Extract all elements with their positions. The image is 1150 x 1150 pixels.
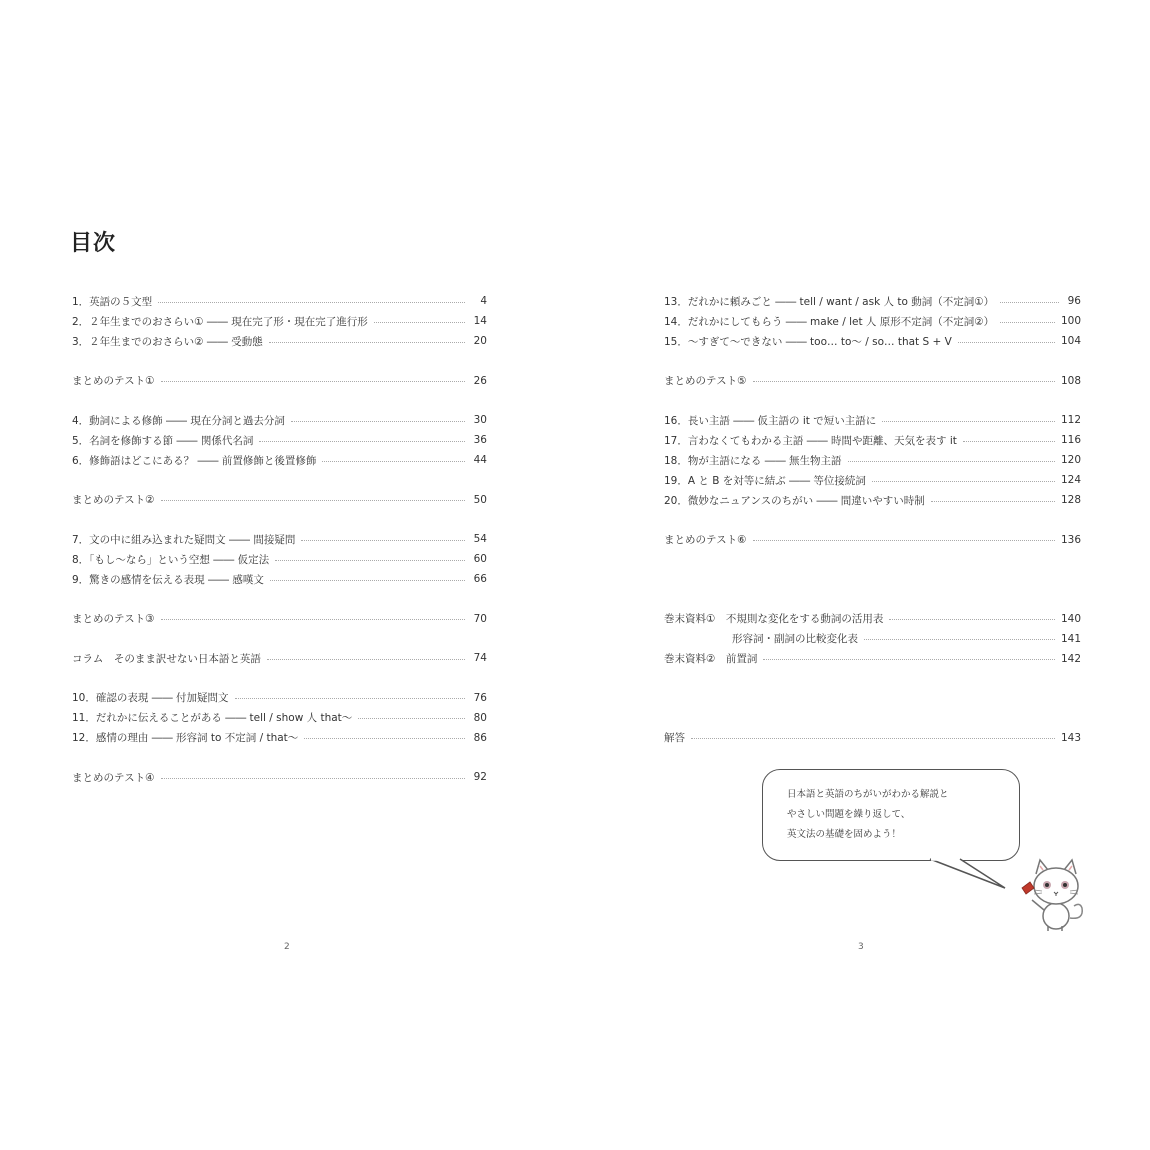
speech-bubble-line: 日本語と英語のちがいがわかる解説と <box>787 789 949 800</box>
toc-entry-page: 112 <box>1060 414 1081 426</box>
toc-entry-label: 形容詞・副詞の比較変化表 <box>732 633 858 645</box>
speech-bubble-tail <box>900 858 1020 892</box>
toc-entry-label: まとめのテスト⑥ <box>664 534 747 546</box>
leader-dots <box>270 580 465 581</box>
toc-entry-label: 6．修飾語はどこにある？ ―― 前置修飾と後置修飾 <box>72 454 317 467</box>
leader-dots <box>848 461 1055 462</box>
toc-entry-label: まとめのテスト① <box>72 375 155 387</box>
toc-entry[interactable] <box>72 569 487 589</box>
toc-entry[interactable] <box>72 609 487 629</box>
toc-entry-label: 8．「もし～なら」という空想 ―― 仮定法 <box>72 553 270 566</box>
toc-entry-page: 100 <box>1060 315 1081 327</box>
toc-entry[interactable] <box>72 410 487 430</box>
toc-entry-page: 140 <box>1060 612 1081 625</box>
leader-dots <box>889 619 1055 620</box>
toc-entry[interactable] <box>664 331 1081 351</box>
toc-entry-label: 4．動詞による修飾 ―― 現在分詞と過去分詞 <box>72 414 285 427</box>
leader-dots <box>763 659 1055 660</box>
leader-dots <box>753 540 1055 541</box>
page-number-right: 3 <box>858 942 864 952</box>
toc-entry-label: 11．だれかに伝えることがある ―― tell / show 人 that～ <box>72 712 353 724</box>
toc-entry[interactable] <box>664 410 1081 430</box>
toc-entry-page: 143 <box>1060 731 1081 744</box>
toc-entry[interactable] <box>72 430 487 450</box>
leader-dots <box>304 738 465 739</box>
toc-entry[interactable] <box>72 450 487 470</box>
leader-dots <box>358 718 465 719</box>
toc-entry[interactable] <box>664 470 1081 490</box>
toc-entry[interactable] <box>664 490 1081 510</box>
leader-dots <box>161 778 466 779</box>
toc-entry[interactable] <box>664 291 1081 311</box>
toc-entry-label: まとめのテスト⑤ <box>664 375 747 387</box>
toc-entry[interactable] <box>664 530 1081 550</box>
leader-dots <box>269 342 465 343</box>
toc-entry[interactable] <box>664 728 1081 748</box>
cat-icon <box>1014 858 1094 934</box>
toc-entry-page: 141 <box>1060 632 1081 645</box>
toc-entry-page: 136 <box>1060 533 1081 546</box>
leader-dots <box>158 302 465 303</box>
leader-dots <box>864 639 1055 640</box>
leader-dots <box>374 322 465 323</box>
speech-bubble-line: 英文法の基礎を固めよう！ <box>787 829 902 840</box>
toc-entry[interactable] <box>72 728 487 748</box>
toc-left-column <box>72 291 487 787</box>
toc-entry-page: 74 <box>473 652 487 664</box>
toc-entry-label: まとめのテスト② <box>72 494 155 506</box>
toc-entry-page: 76 <box>473 691 487 704</box>
toc-entry[interactable] <box>72 490 487 510</box>
toc-entry-page: 120 <box>1060 454 1081 466</box>
toc-entry-label: 巻末資料① 不規則な変化をする動詞の活用表 <box>664 613 884 625</box>
toc-entry-page: 36 <box>473 434 487 446</box>
leader-dots <box>301 540 465 541</box>
toc-entry[interactable] <box>664 450 1081 470</box>
toc-entry-label: 16．長い主語 ―― 仮主語の it で短い主語に <box>664 414 877 427</box>
toc-entry[interactable] <box>72 549 487 569</box>
toc-entry-label: まとめのテスト④ <box>72 771 155 784</box>
toc-entry-page: 26 <box>473 374 487 387</box>
leader-dots <box>931 501 1055 502</box>
toc-entry-page: 142 <box>1060 652 1081 665</box>
toc-right-column <box>664 291 1081 748</box>
toc-entry[interactable] <box>664 371 1081 391</box>
toc-entry-label: 3．２年生までのおさらい② ―― 受動態 <box>72 335 263 348</box>
toc-entry[interactable] <box>664 629 1081 649</box>
leader-dots <box>161 500 466 501</box>
toc-entry-label: 巻末資料② 前置詞 <box>664 653 758 665</box>
toc-entry-page: 54 <box>473 533 487 545</box>
toc-entry-page: 4 <box>480 295 487 307</box>
toc-entry[interactable] <box>72 331 487 351</box>
toc-entry-label: 1．英語の５文型 <box>72 295 153 308</box>
toc-entry-label: 20．微妙なニュアンスのちがい ―― 間違いやすい時制 <box>664 494 925 507</box>
toc-entry-label: 13．だれかに頼みごと ―― tell / want / ask 人 to 動詞（不定詞①） <box>664 295 995 308</box>
page-title: 目次 <box>70 231 117 256</box>
leader-dots <box>753 381 1055 382</box>
toc-entry-page: 86 <box>473 731 487 744</box>
page-number-left: 2 <box>284 942 290 952</box>
toc-entry[interactable] <box>72 648 487 668</box>
toc-entry-page: 30 <box>473 414 487 426</box>
toc-entry-label: 9．驚きの感情を伝える表現 ―― 感嘆文 <box>72 573 264 586</box>
toc-entry-label: 10．確認の表現 ―― 付加疑問文 <box>72 692 229 704</box>
toc-entry-label: コラム そのまま訳せない日本語と英語 <box>72 652 261 665</box>
leader-dots <box>275 560 465 561</box>
toc-entry-page: 50 <box>473 493 487 506</box>
toc-entry[interactable] <box>72 529 487 549</box>
toc-entry-page: 80 <box>473 711 487 724</box>
toc-entry-label: 解答 <box>664 732 685 744</box>
toc-entry-label: 17．言わなくてもわかる主語 ―― 時間や距離、天気を表す it <box>664 434 957 447</box>
toc-entry[interactable] <box>72 688 487 708</box>
speech-bubble <box>762 769 1020 861</box>
leader-dots <box>872 481 1055 482</box>
leader-dots <box>691 738 1055 739</box>
toc-entry[interactable] <box>72 291 487 311</box>
leader-dots <box>267 659 465 660</box>
toc-entry-label: まとめのテスト③ <box>72 613 155 625</box>
toc-entry-page: 108 <box>1060 374 1081 387</box>
toc-entry-page: 92 <box>473 771 487 783</box>
leader-dots <box>958 342 1055 343</box>
leader-dots <box>291 421 465 422</box>
toc-entry-page: 14 <box>473 315 487 327</box>
toc-entry-page: 104 <box>1060 335 1081 347</box>
toc-entry[interactable] <box>72 708 487 728</box>
leader-dots <box>1000 302 1059 303</box>
toc-entry-label: 14．だれかにしてもらう ―― make / let 人 原形不定詞（不定詞②） <box>664 315 995 328</box>
leader-dots <box>882 421 1055 422</box>
toc-entry-label: 7．文の中に組み込まれた疑問文 ―― 間接疑問 <box>72 533 296 546</box>
toc-entry-page: 66 <box>473 573 487 585</box>
leader-dots <box>1000 322 1055 323</box>
toc-entry[interactable] <box>72 311 487 331</box>
toc-entry[interactable] <box>664 311 1081 331</box>
toc-entry[interactable] <box>664 430 1081 450</box>
toc-entry-label: 19．A と B を対等に結ぶ ―― 等位接続詞 <box>664 474 866 487</box>
toc-entry-page: 116 <box>1060 434 1081 446</box>
leader-dots <box>322 461 465 462</box>
toc-entry-page: 128 <box>1060 494 1081 506</box>
toc-entry-label: 2．２年生までのおさらい① ―― 現在完了形・現在完了進行形 <box>72 315 368 328</box>
toc-entry-page: 60 <box>473 553 487 565</box>
speech-bubble-line: やさしい問題を繰り返して、 <box>787 809 911 820</box>
toc-entry[interactable] <box>664 609 1081 629</box>
toc-entry[interactable] <box>72 767 487 787</box>
toc-entry-label: 5．名詞を修飾する節 ―― 関係代名詞 <box>72 434 254 447</box>
toc-entry-label: 12．感情の理由 ―― 形容詞 to 不定詞 / that～ <box>72 732 299 744</box>
toc-entry-page: 70 <box>473 612 487 625</box>
toc-entry-label: 18．物が主語になる ―― 無生物主語 <box>664 454 842 467</box>
toc-entry-page: 124 <box>1060 474 1081 486</box>
leader-dots <box>235 698 465 699</box>
toc-entry[interactable] <box>664 649 1081 669</box>
toc-entry[interactable] <box>72 371 487 391</box>
toc-entry-label: 15．～すぎて～できない ―― too… to～ / so… that S + V <box>664 335 952 348</box>
leader-dots <box>963 441 1055 442</box>
leader-dots <box>259 441 465 442</box>
leader-dots <box>161 381 466 382</box>
toc-entry-page: 96 <box>1067 295 1081 307</box>
toc-entry-page: 20 <box>473 335 487 347</box>
leader-dots <box>161 619 466 620</box>
toc-entry-page: 44 <box>473 454 487 466</box>
